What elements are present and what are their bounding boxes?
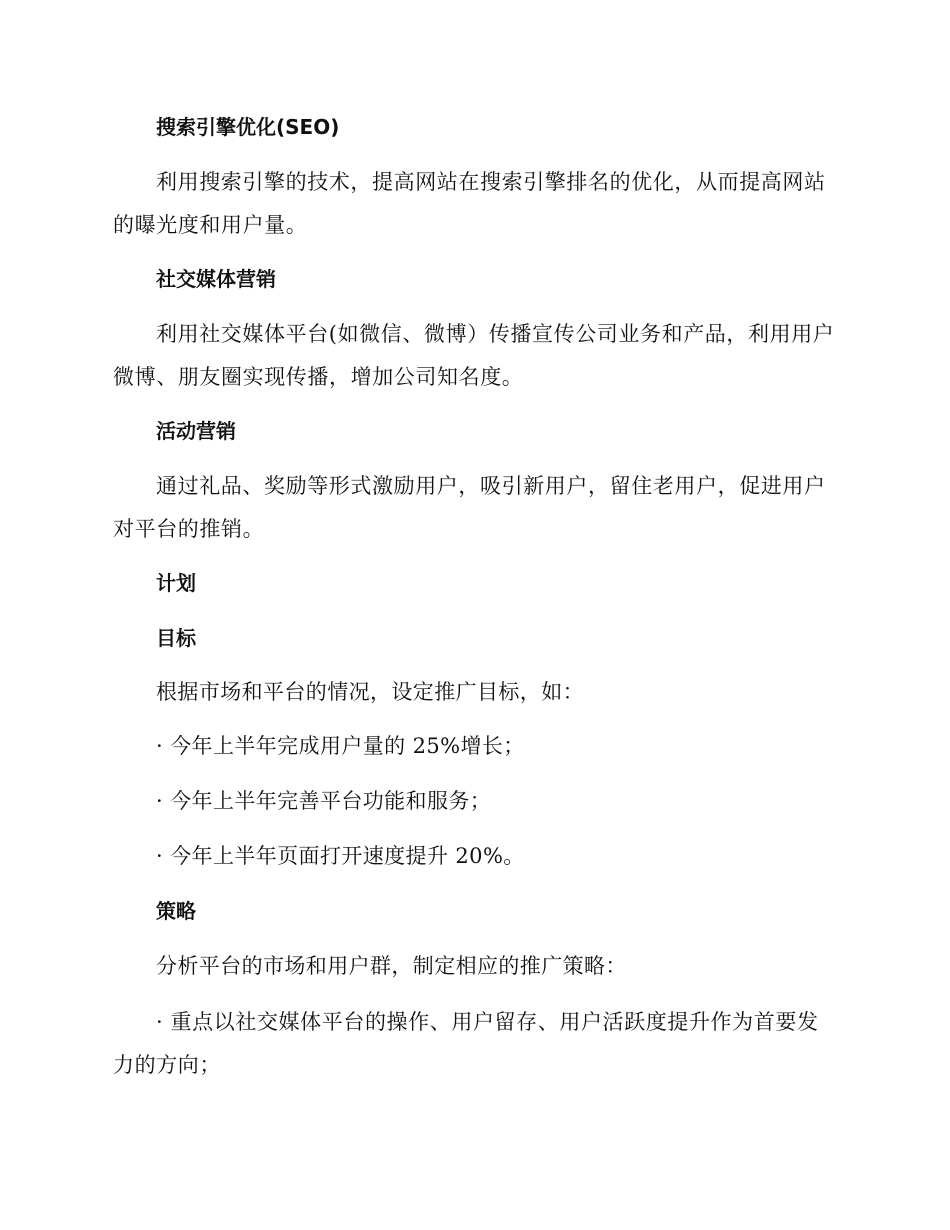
goal-item: · 今年上半年页面打开速度提升 20%。 [156, 844, 525, 868]
section-body-social-media: 利用社交媒体平台(如微信、微博）传播宣传公司业务和产品，利用用户微博、朋友圈实现传播，增加公司知名度。 [113, 322, 835, 389]
goal-item: · 今年上半年完善平台功能和服务； [156, 789, 492, 813]
goals-intro: 根据市场和平台的情况，设定推广目标，如： [156, 680, 584, 704]
section-heading-plan: 计划 [156, 571, 196, 595]
section-heading-seo: 搜索引擎优化(SEO) [156, 115, 340, 139]
goal-item: · 今年上半年完成用户量的 25%增长； [156, 734, 525, 758]
section-heading-strategy: 策略 [156, 899, 196, 923]
strategy-item: · 重点以社交媒体平台的操作、用户留存、用户活跃度提升作为首要发力的方向； [113, 1010, 819, 1077]
strategy-intro: 分析平台的市场和用户群，制定相应的推广策略： [156, 954, 627, 978]
section-heading-event-marketing: 活动营销 [156, 419, 236, 443]
section-body-seo: 利用搜索引擎的技术，提高网站在搜索引擎排名的优化，从而提高网站的曝光度和用户量。 [113, 170, 826, 237]
section-heading-goals: 目标 [156, 626, 196, 650]
section-heading-social-media: 社交媒体营销 [156, 267, 276, 291]
section-body-event-marketing: 通过礼品、奖励等形式激励用户，吸引新用户，留住老用户，促进用户对平台的推销。 [113, 474, 826, 541]
